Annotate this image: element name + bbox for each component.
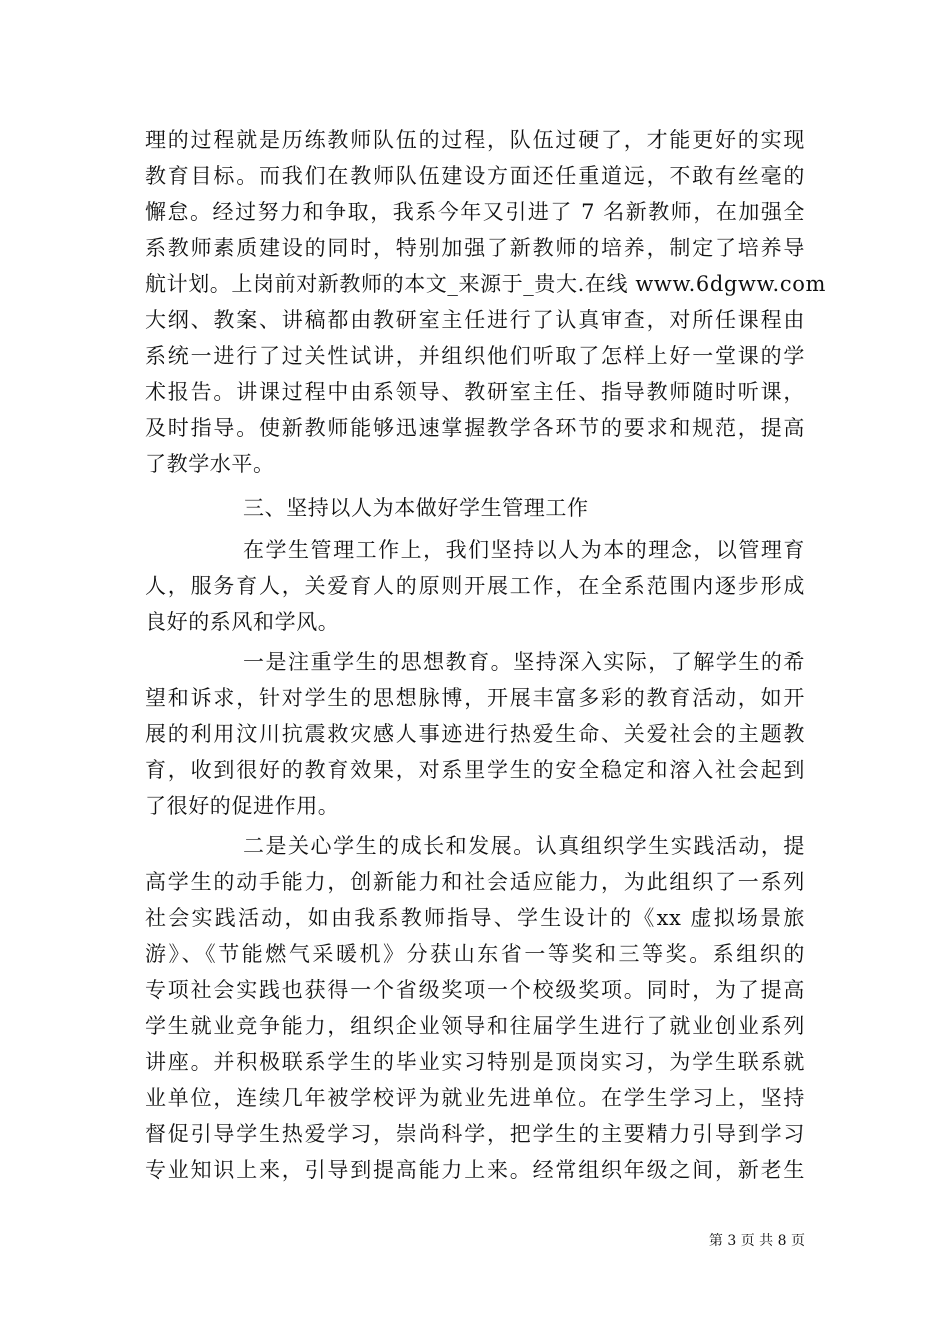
body-line: 社会实践活动，如由我系教师指导、学生设计的《xx 虚拟场景旅 (145, 906, 805, 930)
body-line: 游》、《节能燃气采暖机》分获山东省一等奖和三等奖。系组织的 (145, 942, 805, 966)
body-line: 系教师素质建设的同时，特别加强了新教师的培养，制定了培养导 (145, 236, 805, 260)
body-line: 专业知识上来，引导到提高能力上来。经常组织年级之间，新老生 (145, 1158, 805, 1182)
body-line: 高学生的动手能力，创新能力和社会适应能力，为此组织了一系列 (145, 870, 805, 894)
paragraph-first-line: 一是注重学生的思想教育。坚持深入实际，了解学生的希 (243, 650, 805, 674)
body-line: 业单位，连续几年被学校评为就业先进单位。在学生学习上，坚持 (145, 1086, 805, 1110)
body-line: 大纲、教案、讲稿都由教研室主任进行了认真审查，对所任课程由 (145, 308, 805, 332)
body-line: 及时指导。使新教师能够迅速掌握教学各环节的要求和规范，提高 (145, 416, 805, 440)
body-line: 展的利用汶川抗震救灾感人事迹进行热爱生命、关爱社会的主题教 (145, 722, 805, 746)
body-line: 人，服务育人，关爱育人的原则开展工作，在全系范围内逐步形成 (145, 574, 805, 598)
body-line: 讲座。并积极联系学生的毕业实习特别是顶岗实习，为学生联系就 (145, 1050, 805, 1074)
body-line: 望和诉求，针对学生的思想脉博，开展丰富多彩的教育活动，如开 (145, 686, 805, 710)
body-line: 专项社会实践也获得一个省级奖项一个校级奖项。同时，为了提高 (145, 978, 805, 1002)
page-number-footer: 第 3 页 共 8 页 (708, 1233, 805, 1249)
body-line: 理的过程就是历练教师队伍的过程，队伍过硬了，才能更好的实现 (145, 128, 805, 152)
body-line: 了很好的促进作用。 (145, 794, 340, 818)
paragraph-first-line: 二是关心学生的成长和发展。认真组织学生实践活动，提 (243, 834, 805, 858)
body-line: 懈怠。经过努力和争取，我系今年又引进了 7 名新教师，在加强全 (145, 200, 805, 224)
body-line: 学生就业竞争能力，组织企业领导和往届学生进行了就业创业系列 (145, 1014, 805, 1038)
body-line: 教育目标。而我们在教师队伍建设方面还任重道远，不敢有丝毫的 (145, 164, 805, 188)
section-heading: 三、坚持以人为本做好学生管理工作 (243, 496, 589, 520)
body-line: 术报告。讲课过程中由系领导、教研室主任、指导教师随时听课， (145, 380, 805, 404)
body-line: 系统一进行了过关性试讲，并组织他们听取了怎样上好一堂课的学 (145, 344, 805, 368)
body-line: 育，收到很好的教育效果，对系里学生的安全稳定和溶入社会起到 (145, 758, 805, 782)
body-line: 了教学水平。 (145, 452, 275, 476)
paragraph-first-line: 在学生管理工作上，我们坚持以人为本的理念，以管理育 (243, 538, 805, 562)
body-line: 航计划。上岗前对新教师的本文_来源于_贵大.在线 www.6dgww.com (145, 272, 826, 296)
body-line: 督促引导学生热爱学习，崇尚科学，把学生的主要精力引导到学习 (145, 1122, 805, 1146)
body-line: 良好的系风和学风。 (145, 610, 340, 634)
